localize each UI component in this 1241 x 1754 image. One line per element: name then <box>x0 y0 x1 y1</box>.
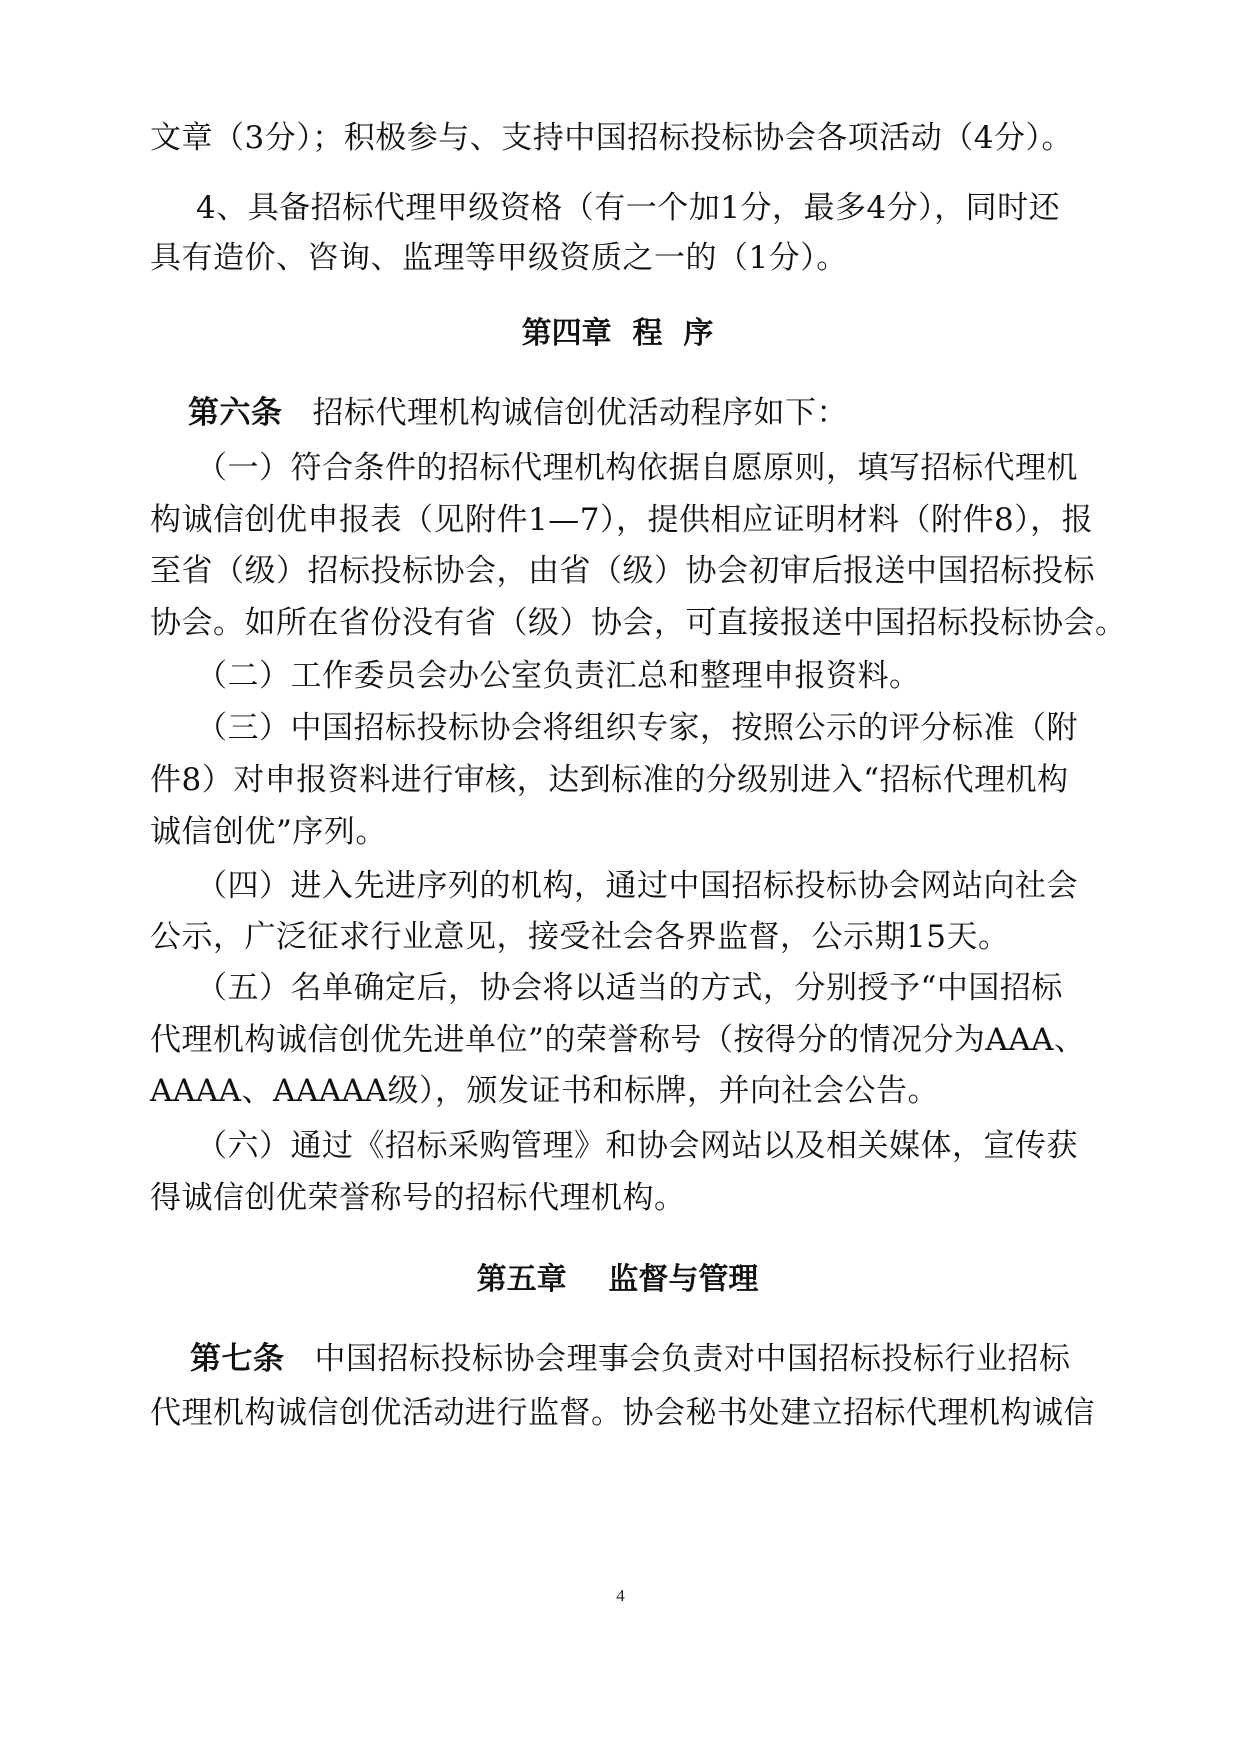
paragraph-line: 至省（级）招标投标协会，由省（级）协会初审后报送中国招标投标 <box>150 553 1095 589</box>
paragraph-line: （三）中国招标投标协会将组织专家，按照公示的评分标准（附 <box>196 710 1078 746</box>
paragraph-line: 诚信创优”序列。 <box>150 814 387 850</box>
page-number: 4 <box>616 1586 625 1605</box>
article-label: 第七条 <box>190 1341 285 1377</box>
paragraph-line: 公示，广泛征求行业意见，接受社会各界监督，公示期15天。 <box>150 919 1010 955</box>
paragraph-line: （四）进入先进序列的机构，通过中国招标投标协会网站向社会 <box>196 868 1078 904</box>
paragraph-line: 协会。如所在省份没有省（级）协会，可直接报送中国招标投标协会。 <box>150 605 1127 641</box>
article-text: 中国招标投标协会理事会负责对中国招标投标行业招标 <box>314 1341 1071 1377</box>
paragraph-line: 得诚信创优荣誉称号的招标代理机构。 <box>150 1180 686 1216</box>
document-page <box>150 0 1127 1754</box>
article-text: 招标代理机构诚信创优活动程序如下： <box>312 395 848 431</box>
paragraph-line: （五）名单确定后，协会将以适当的方式，分别授予“中国招标 <box>196 970 1063 1006</box>
article-line <box>190 1339 1085 1379</box>
chapter-heading <box>150 1260 1085 1300</box>
paragraph-line: 件8）对申报资料进行审核，达到标准的分级别进入“招标代理机构 <box>150 762 1069 798</box>
paragraph-line: AAAA、AAAAA级），颁发证书和标牌，并向社会公告。 <box>150 1073 939 1109</box>
paragraph-line: （一）符合条件的招标代理机构依据自愿原则，填写招标代理机 <box>196 450 1078 486</box>
paragraph-line: 具有造价、咨询、监理等甲级资质之一的（1分）。 <box>150 240 848 276</box>
paragraph-line: （二）工作委员会办公室负责汇总和整理申报资料。 <box>196 658 921 694</box>
paragraph-line: 4、具备招标代理甲级资格（有一个加1分，最多4分），同时还 <box>196 190 1061 226</box>
paragraph-line: 代理机构诚信创优先进单位”的荣誉称号（按得分的情况分为AAA、 <box>150 1022 1086 1058</box>
paragraph-line: 代理机构诚信创优活动进行监督。协会秘书处建立招标代理机构诚信 <box>150 1395 1095 1431</box>
chapter-title: 第四章 程 序 <box>521 316 714 351</box>
chapter-title: 第五章 监督与管理 <box>476 1262 759 1297</box>
chapter-heading <box>150 314 1085 354</box>
paragraph-line: 文章（3分）；积极参与、支持中国招标投标协会各项活动（4分）。 <box>150 120 1073 156</box>
paragraph-line: （六）通过《招标采购管理》和协会网站以及相关媒体，宣传获 <box>196 1128 1078 1164</box>
article-label: 第六条 <box>188 395 283 431</box>
article-line <box>188 393 1085 433</box>
paragraph-line: 构诚信创优申报表（见附件1—7），提供相应证明材料（附件8），报 <box>150 502 1094 538</box>
